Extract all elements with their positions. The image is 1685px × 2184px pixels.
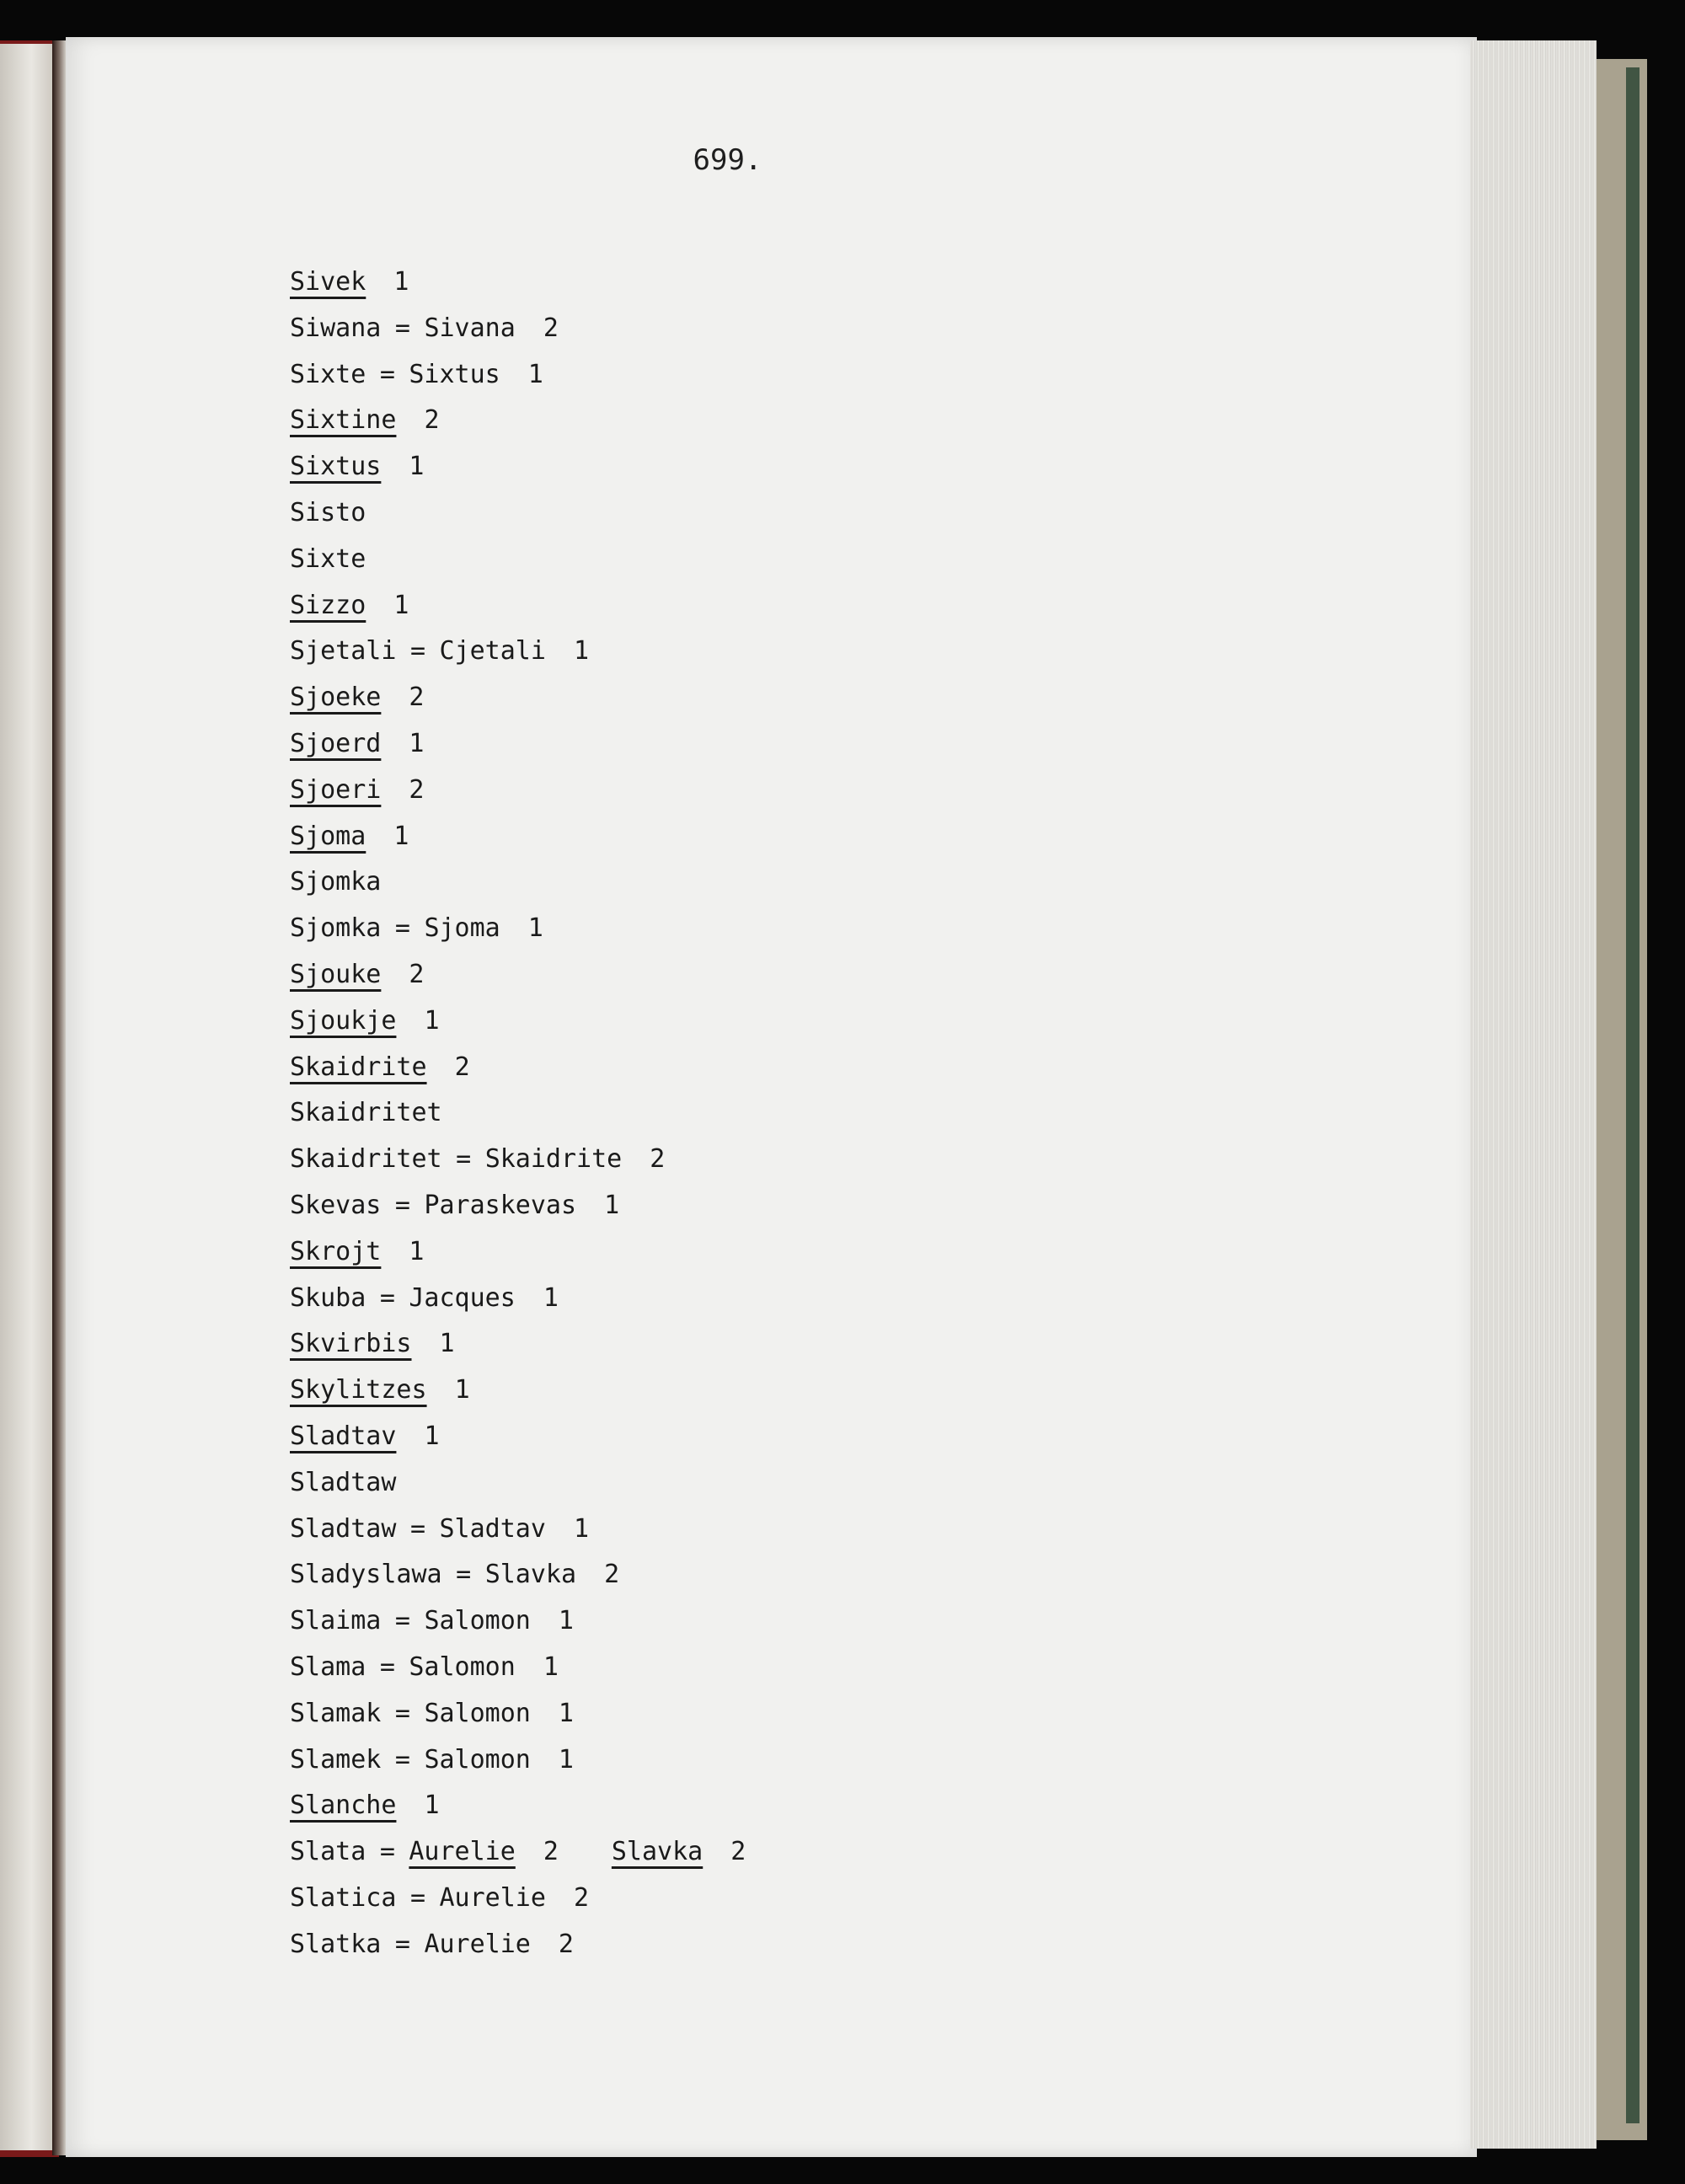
entry-name: Skrojt [290, 1236, 382, 1266]
page-number: 699. [693, 143, 762, 177]
entry-reference: Jacques [409, 1282, 516, 1313]
index-entry [290, 952, 746, 998]
index-entry [290, 1922, 746, 1968]
entry-count: 1 [604, 1190, 620, 1220]
entry-reference: Salomon [424, 1698, 531, 1728]
index-entry [290, 352, 746, 399]
entry-name: Sjetali [290, 636, 397, 666]
entry-name: Sizzo [290, 590, 366, 620]
index-entry [290, 1507, 746, 1553]
entry-reference: Aurelie [439, 1882, 546, 1913]
equals-sign: = [394, 1929, 410, 1959]
entry-count: 2 [409, 959, 425, 989]
equals-sign: = [394, 313, 410, 343]
book-page [66, 37, 1477, 2157]
entry-name: Skaidritet [290, 1144, 442, 1175]
entry-count: 1 [527, 913, 543, 944]
entry-name: Skevas [290, 1190, 382, 1220]
entry-count: 1 [439, 1329, 455, 1359]
entry-reference: Skaidrite [484, 1144, 623, 1175]
index-entry [290, 490, 746, 537]
entry-reference: Sjoma [424, 913, 500, 944]
entry-name: Sixtus [290, 452, 382, 482]
entry-count: 2 [650, 1144, 666, 1175]
entry-name: Sjoeri [290, 774, 382, 805]
entry-count: 2 [543, 1837, 559, 1867]
entry-name: Slatka [290, 1929, 382, 1959]
entry-count: 1 [454, 1375, 470, 1405]
index-entry [290, 1598, 746, 1645]
entry-count: 1 [543, 1651, 559, 1682]
entry-name: Sisto [290, 497, 366, 527]
index-entry [290, 1737, 746, 1784]
equals-sign: = [409, 1513, 425, 1544]
equals-sign: = [394, 1190, 410, 1220]
index-entry [290, 1183, 746, 1229]
index-entry [290, 444, 746, 490]
index-entry [290, 1368, 746, 1414]
index-entry [290, 1876, 746, 1922]
entry-reference: Salomon [409, 1651, 516, 1682]
index-entry [290, 814, 746, 860]
index-entry [290, 998, 746, 1045]
index-entry [290, 1229, 746, 1276]
entry-count: 1 [424, 1421, 440, 1451]
entry-name: Slama [290, 1651, 366, 1682]
entry-reference: Salomon [424, 1606, 531, 1636]
entry-reference: Sladtav [439, 1513, 546, 1544]
entry-count: 1 [558, 1606, 574, 1636]
entry-name: Sjoeke [290, 682, 382, 713]
equals-sign: = [379, 1651, 395, 1682]
equals-sign: = [394, 1744, 410, 1774]
index-entry [290, 721, 746, 768]
entry-count: 1 [573, 636, 589, 666]
entry-name: Slatica [290, 1882, 397, 1913]
entry-count: 1 [527, 359, 543, 389]
entry-name: Sjomka [290, 913, 382, 944]
entry-count: 2 [558, 1929, 574, 1959]
entry-count: 1 [558, 1744, 574, 1774]
entry-count: 1 [409, 452, 425, 482]
index-entry [290, 398, 746, 444]
entry-count: 2 [409, 774, 425, 805]
entry-name: Sladtaw [290, 1513, 397, 1544]
index-entry [290, 768, 746, 814]
entry-name: Skylitzes [290, 1375, 427, 1405]
entry-name: Sjoma [290, 821, 366, 851]
entry-count: 1 [424, 1005, 440, 1036]
equals-sign: = [409, 1882, 425, 1913]
index-entry [290, 1829, 746, 1876]
entry-count: 1 [393, 821, 409, 851]
equals-sign: = [409, 636, 425, 666]
entry-count: 2 [454, 1052, 470, 1082]
entry-count: 1 [393, 267, 409, 297]
entry-count: 1 [543, 1282, 559, 1313]
entry-reference: Paraskevas [424, 1190, 577, 1220]
name-index-list [290, 260, 746, 1967]
entry-name: Sladtav [290, 1421, 397, 1451]
page-block-edges [1470, 40, 1597, 2149]
index-entry [290, 583, 746, 629]
entry-extra-name: Slavka [611, 1837, 703, 1867]
entry-count: 2 [424, 405, 440, 436]
index-entry [290, 1552, 746, 1598]
equals-sign: = [379, 359, 395, 389]
entry-count: 1 [393, 590, 409, 620]
index-entry [290, 629, 746, 675]
index-entry [290, 1276, 746, 1322]
index-entry [290, 1414, 746, 1460]
entry-count: 1 [573, 1513, 589, 1544]
entry-count: 2 [604, 1560, 620, 1590]
equals-sign: = [379, 1837, 395, 1867]
entry-name: Sjomka [290, 867, 382, 897]
entry-name: Sjouke [290, 959, 382, 989]
entry-name: Skuba [290, 1282, 366, 1313]
entry-count: 1 [409, 1236, 425, 1266]
left-page-edge [0, 44, 52, 2150]
equals-sign: = [456, 1144, 472, 1175]
entry-count: 1 [424, 1791, 440, 1821]
entry-name: Slamak [290, 1698, 382, 1728]
entry-name: Skaidrite [290, 1052, 427, 1082]
index-entry [290, 1691, 746, 1737]
entry-count: 2 [573, 1882, 589, 1913]
entry-name: Sjoerd [290, 728, 382, 758]
entry-name: Sixtine [290, 405, 397, 436]
entry-reference: Aurelie [424, 1929, 531, 1959]
entry-count: 2 [409, 682, 425, 713]
index-entry [290, 675, 746, 721]
entry-name: Sivek [290, 267, 366, 297]
equals-sign: = [379, 1282, 395, 1313]
entry-count: 1 [558, 1698, 574, 1728]
equals-sign: = [394, 1698, 410, 1728]
entry-reference: Slavka [484, 1560, 577, 1590]
index-entry [290, 1783, 746, 1829]
entry-reference: Salomon [424, 1744, 531, 1774]
index-entry [290, 306, 746, 352]
entry-name: Sjoukje [290, 1005, 397, 1036]
entry-count: 1 [409, 728, 425, 758]
entry-count: 2 [543, 313, 559, 343]
entry-name: Siwana [290, 313, 382, 343]
entry-name: Skvirbis [290, 1329, 412, 1359]
entry-name: Slanche [290, 1791, 397, 1821]
equals-sign: = [456, 1560, 472, 1590]
entry-name: Sixte [290, 543, 366, 574]
book-gutter [52, 40, 66, 2155]
entry-name: Slaima [290, 1606, 382, 1636]
entry-name: Sladyslawa [290, 1560, 442, 1590]
entry-reference: Cjetali [439, 636, 546, 666]
book-cover-right [1597, 59, 1647, 2140]
index-entry [290, 537, 746, 583]
entry-name: Slata [290, 1837, 366, 1867]
entry-name: Skaidritet [290, 1098, 442, 1128]
index-entry [290, 1645, 746, 1691]
index-entry [290, 1137, 746, 1183]
entry-reference: Sixtus [409, 359, 500, 389]
index-entry [290, 1460, 746, 1507]
entry-name: Sixte [290, 359, 366, 389]
index-entry [290, 1090, 746, 1137]
index-entry [290, 1321, 746, 1368]
entry-reference: Sivana [424, 313, 516, 343]
equals-sign: = [394, 913, 410, 944]
index-entry [290, 1045, 746, 1091]
index-entry [290, 906, 746, 952]
cover-binding-strip [1626, 67, 1640, 2123]
index-entry [290, 260, 746, 306]
entry-reference: Aurelie [409, 1837, 516, 1867]
equals-sign: = [394, 1606, 410, 1636]
entry-name: Sladtaw [290, 1467, 397, 1497]
entry-extra-count: 2 [730, 1837, 746, 1867]
entry-name: Slamek [290, 1744, 382, 1774]
index-entry [290, 859, 746, 906]
